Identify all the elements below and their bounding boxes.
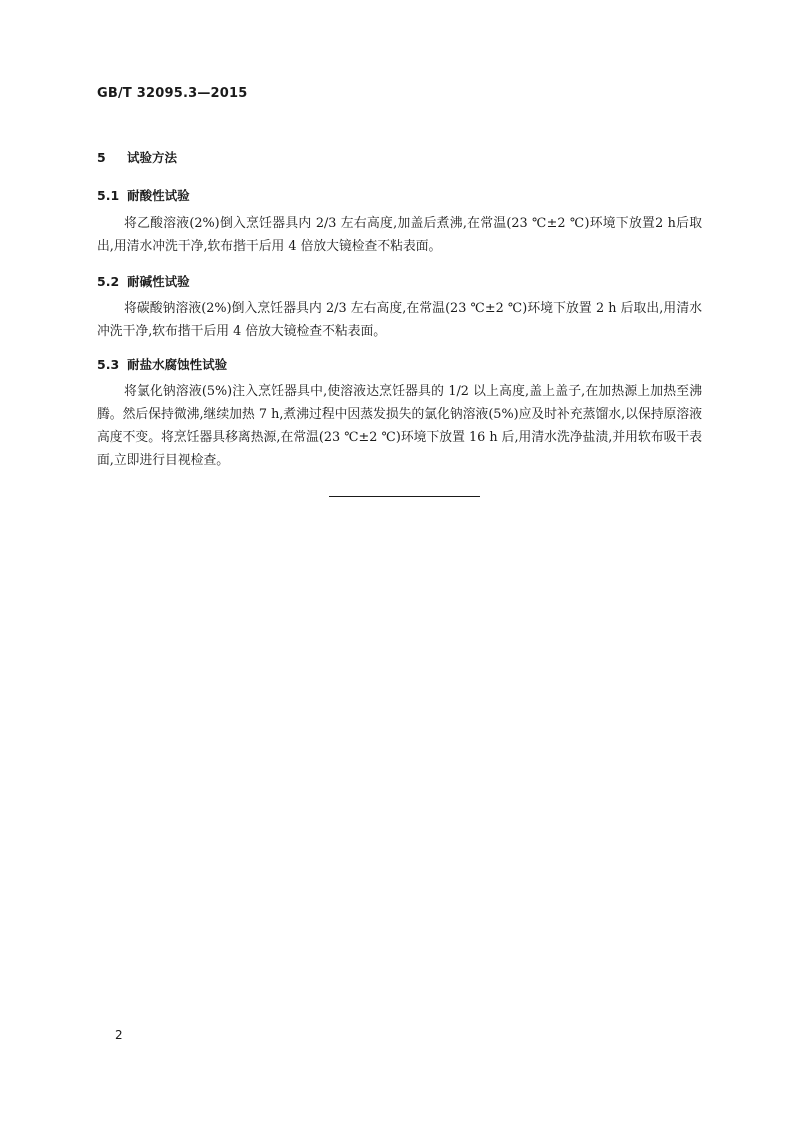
subsection-number: 5.2 [97, 274, 120, 289]
subsection-heading-5-3 [97, 355, 227, 373]
section-number: 5 [97, 150, 106, 165]
standard-code-header: GB/T 32095.3—2015 [97, 86, 248, 101]
subsection-body-5-1: 将乙酸溶液(2%)倒入烹饪器具内 2/3 左右高度,加盖后煮沸,在常温(23 ℃±2 ℃)环境下放置2 h后取出,用清水冲洗干净,软布揩干后用 4 倍放大镜检查不粘表面。 [97, 216, 702, 254]
subsection-body-5-3: 将氯化钠溶液(5%)注入烹饪器具中,使溶液达烹饪器具的 1/2 以上高度,盖上盖子,在加热源上加热至沸腾。然后保持微沸,继续加热 7 h,煮沸过程中因蒸发损失的氯化钠溶液(5%)应及时补充蒸馏水,以保持原溶液高度不变。将烹饪器具移离热源,在常温(23 ℃±2 ℃)环境下放置 16 h 后,用清水洗净盐渍,并用软布吸干表面,立即进行目视检查。 [97, 384, 702, 468]
subsection-number: 5.1 [97, 188, 120, 203]
subsection-heading-5-1 [97, 186, 190, 204]
subsection-title: 耐酸性试验 [127, 188, 190, 203]
subsection-heading-5-2 [97, 272, 190, 290]
subsection-title: 耐碱性试验 [127, 274, 190, 289]
end-of-text-rule [329, 496, 480, 497]
subsection-title: 耐盐水腐蚀性试验 [127, 357, 228, 372]
section-title: 试验方法 [127, 150, 178, 165]
section-heading-5 [97, 148, 177, 166]
page-number: 2 [115, 1028, 123, 1042]
subsection-body-5-2: 将碳酸钠溶液(2%)倒入烹饪器具内 2/3 左右高度,在常温(23 ℃±2 ℃)环境下放置 2 h 后取出,用清水冲洗干净,软布揩干后用 4 倍放大镜检查不粘表面。 [97, 301, 702, 339]
subsection-number: 5.3 [97, 357, 120, 372]
